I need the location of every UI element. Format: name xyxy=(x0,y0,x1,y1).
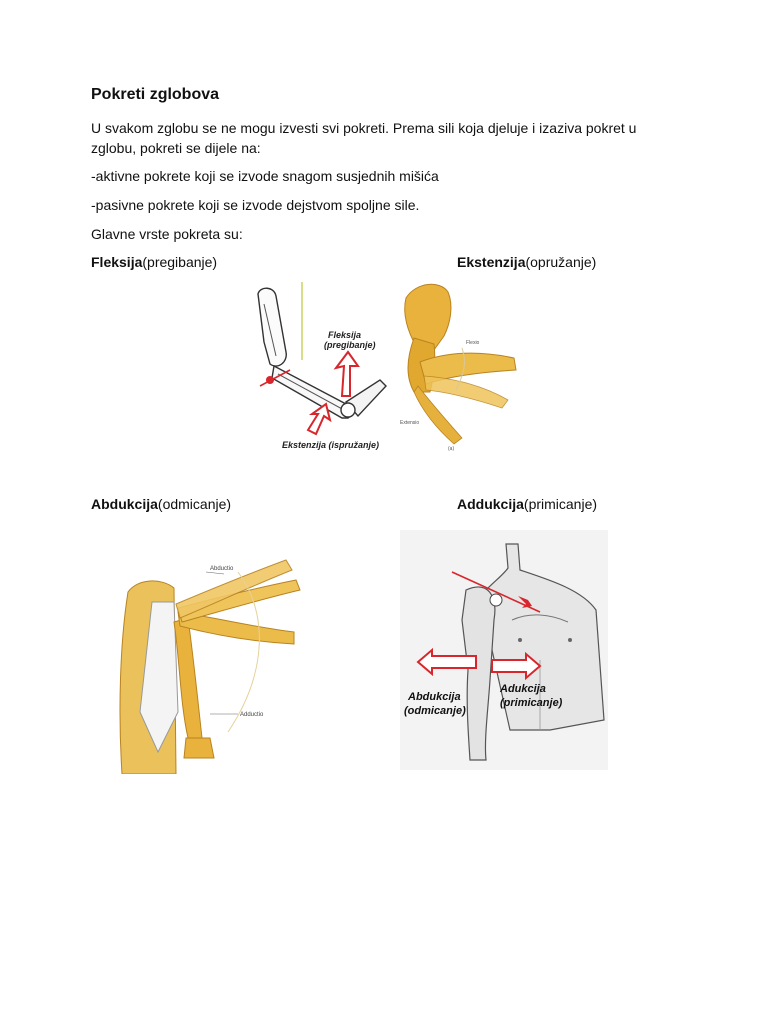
adduction-figure-label-right-1: Adukcija xyxy=(500,683,546,695)
adduction-figure xyxy=(400,530,608,770)
label-abduction: Abdukcija(odmicanje) xyxy=(91,496,232,512)
movement-types-intro: Glavne vrste pokreta su: xyxy=(91,226,243,242)
flexion-figure-label-top-1: Fleksija xyxy=(328,330,362,340)
label-adduction: Addukcija(primicanje) xyxy=(457,496,598,512)
passive-movements-item: -pasivne pokrete koji se izvode dejstvom spoljne sile. xyxy=(91,197,420,213)
abduction-figure-label-2: Adductio xyxy=(240,712,264,718)
label-flexion: Fleksija(pregibanje) xyxy=(91,254,218,270)
abduction-figure xyxy=(118,552,318,774)
flexion-extension-figure xyxy=(250,282,400,454)
flexion-figure-label-top-2: (pregibanje) xyxy=(324,340,376,350)
page-title: Pokreti zglobova xyxy=(91,86,220,103)
label-extension: Ekstenzija(opružanje) xyxy=(457,254,597,270)
adduction-figure-label-right-2: (primicanje) xyxy=(500,697,563,709)
adduction-figure-label-left-2: (odmicanje) xyxy=(404,705,466,717)
extension-figure-label-1: Flexio xyxy=(466,340,480,346)
extension-figure-label-2: Extensio xyxy=(400,420,420,426)
active-movements-item: -aktivne pokrete koji se izvode snagom susjednih mišića xyxy=(91,168,439,184)
flexion-figure-label-bottom: Ekstenzija (ispružanje) xyxy=(282,440,380,450)
abduction-figure-label-1: Abductio xyxy=(210,566,234,572)
extension-figure xyxy=(396,280,526,455)
intro-paragraph-line-1: U svakom zglobu se ne mogu izvesti svi pokreti. Prema sili koja djeluje i izaziva pokret u xyxy=(91,120,637,136)
intro-paragraph-line-2: zglobu, pokreti se dijele na: xyxy=(91,140,261,156)
adduction-figure-label-left-1: Abdukcija xyxy=(408,691,461,703)
extension-figure-label-3: (a) xyxy=(448,446,455,452)
